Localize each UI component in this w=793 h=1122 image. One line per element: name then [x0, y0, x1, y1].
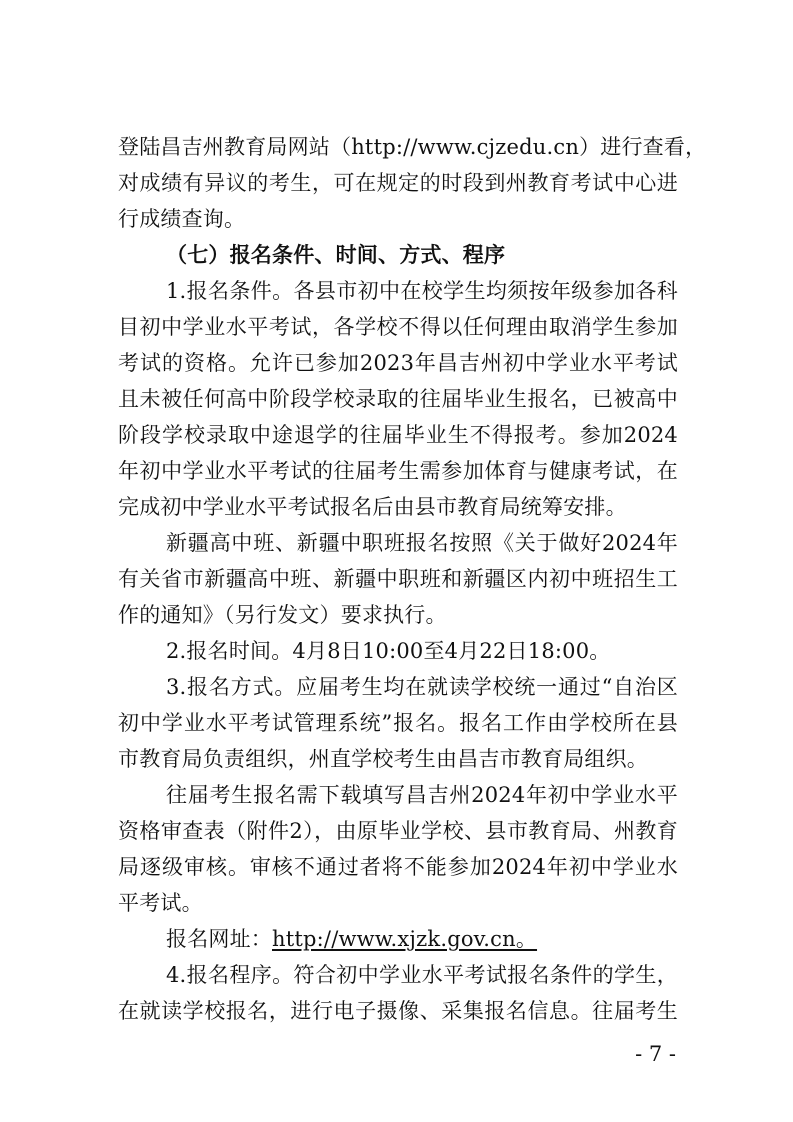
- paragraph-line: 对成绩有异议的考生，可在规定的时段到州教育考试中心进: [118, 171, 678, 195]
- paragraph-line: 2.报名时间。4月8日10:00至4月22日18:00。: [166, 639, 611, 663]
- paragraph-line: 1.报名条件。各县市初中在校学生均须按年级参加各科: [166, 279, 678, 303]
- website-link[interactable]: http://www.xjzk.gov.cn。: [272, 927, 538, 951]
- paragraph-line: 行成绩查询。: [118, 207, 246, 231]
- paragraph-line: 登陆昌吉州教育局网站（http://www.cjzedu.cn）进行查看，: [118, 135, 707, 159]
- section-heading: （七）报名条件、时间、方式、程序: [166, 243, 506, 267]
- paragraph-line: 4.报名程序。符合初中学业水平考试报名条件的学生，: [166, 963, 678, 987]
- paragraph-line: 且未被任何高中阶段学校录取的往届毕业生报名，已被高中: [118, 387, 678, 411]
- paragraph-line: 初中学业水平考试管理系统”报名。报名工作由学校所在县: [118, 711, 678, 735]
- paragraph-line: 市教育局负责组织，州直学校考生由昌吉市教育局组织。: [118, 747, 648, 771]
- page-number: - 7 -: [635, 1042, 676, 1066]
- paragraph-line: 局逐级审核。审核不通过者将不能参加2024年初中学业水: [118, 855, 678, 879]
- paragraph-line: 考试的资格。允许已参加2023年昌吉州初中学业水平考试: [118, 351, 678, 375]
- website-line: [166, 925, 678, 953]
- paragraph-line: 3.报名方式。应届考生均在就读学校统一通过“自治区: [166, 675, 678, 699]
- website-label: 报名网址：: [166, 927, 272, 951]
- paragraph-line: 年初中学业水平考试的往届考生需参加体育与健康考试，在: [118, 459, 678, 483]
- paragraph-line: 目初中学业水平考试，各学校不得以任何理由取消学生参加: [118, 315, 678, 339]
- paragraph-line: 阶段学校录取中途退学的往届毕业生不得报考。参加2024: [118, 423, 678, 447]
- paragraph-line: 作的通知》（另行发文）要求执行。: [118, 603, 447, 627]
- paragraph-line: 往届考生报名需下载填写昌吉州2024年初中学业水平: [166, 783, 678, 807]
- paragraph-line: 完成初中学业水平考试报名后由县市教育局统筹安排。: [118, 495, 627, 519]
- paragraph-line: 新疆高中班、新疆中职班报名按照《关于做好2024年: [166, 531, 678, 555]
- paragraph-line: 平考试。: [118, 891, 203, 915]
- paragraph-line: 有关省市新疆高中班、新疆中职班和新疆区内初中班招生工: [118, 567, 678, 591]
- paragraph-line: 在就读学校报名，进行电子摄像、采集报名信息。往届考生: [118, 999, 678, 1023]
- paragraph-line: 资格审查表（附件2），由原毕业学校、县市教育局、州教育: [118, 819, 678, 843]
